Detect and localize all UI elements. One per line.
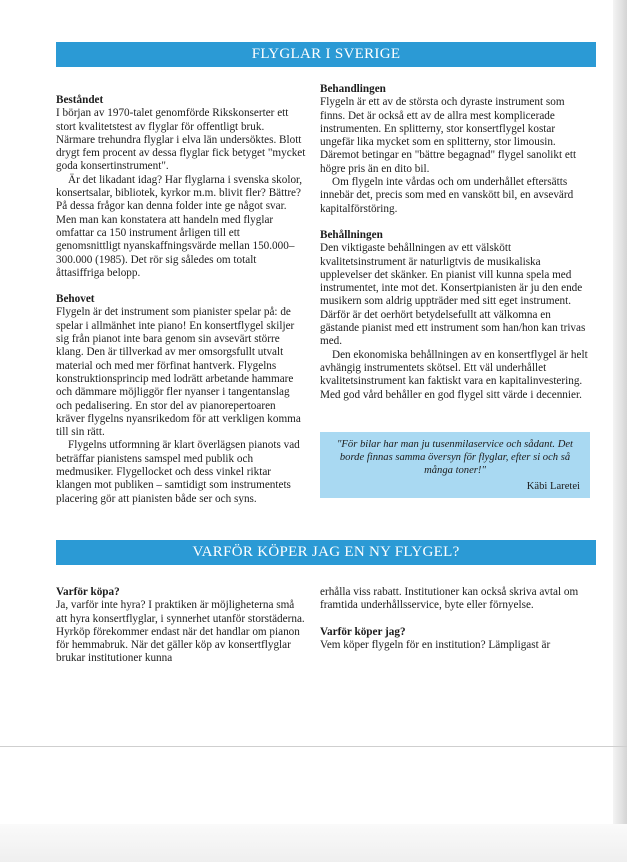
section-varfor-kopa — [56, 586, 306, 666]
section-behallningen — [320, 229, 590, 402]
paragraph: Om flygeln inte vårdas och om underhållet eftersätts innebär det, precis som med en vanskött bil, en avsevärd kapitalförstöring. — [320, 176, 574, 215]
paragraph: Flygelns utformning är klart överlägsen pianots vad beträffar pianistens samspel med publik och medmusiker. Flygellocket och dess vinkel riktar klangen mot publiken – samtidigt som instrumentets placering gör att pianisten både ser och syns. — [56, 439, 300, 505]
paragraph: Är det likadant idag? Har flyglarna i svenska skolor, konsertsalar, bibliotek, kyrkor m.m. blivit fler? Bättre? På dessa frågor kan denna folder inte ge något svar. Men man kan konstatera att handeln med flyglar omfattar ca 150 instrument årligen till ett genomsnittligt nyanskaffningsvärde mellan 150.000–300.000 (1985). Det rör sig således om totalt åttasiffriga belopp. — [56, 173, 303, 279]
quote-box — [320, 432, 590, 498]
section-banner-flyglar: FLYGLAR I SVERIGE — [56, 42, 596, 67]
section-behovet — [56, 293, 306, 506]
column-right-bottom — [320, 586, 590, 665]
column-left-bottom — [56, 586, 306, 679]
divider — [0, 746, 627, 747]
paragraph: Flygeln är ett av de största och dyraste instrument som finns. Det är också ett av de allra mest komplicerade instrumenten. En splitterny, stor konsertflygel kostar ungefär lika mycket som en splitterny, stor limousin. Däremot betingar en "bättre begagnad" flygel sanolikt ett högre pris än en dito bil. — [320, 96, 577, 175]
paragraph: erhålla viss rabatt. Institutioner kan också skriva avtal om framtida underhållsservice, byte eller förnyelse. — [320, 586, 579, 612]
heading-behandlingen: Behandlingen — [320, 83, 386, 95]
paragraph: I början av 1970-talet genomförde Rikskonserter ett stort kvalitetstest av flyglar för offentligt bruk. Närmare trehundra flyglar i elva län undersöktes. Blott drygt fem procent av dessa flyglar fick betyget "mycket goda konsertinstrument". — [56, 107, 306, 173]
heading-behovet: Behovet — [56, 293, 95, 306]
paragraph: Ja, varför inte hyra? I praktiken är möjligheterna små att hyra konsertflyglar, i synnerhet utanför storstäderna. Hyrköp förekommer endast när det handlar om pianon för hemmabruk. När det gäller köp av konsertflyglar brukar institutioner kunna — [56, 599, 305, 665]
section-varfor-koper-jag — [320, 626, 590, 653]
quote-text: "För bilar har man ju tusenmilaservice och sådant. Det borde finnas samma översyn för flyglar, efter si och så många toner!" — [336, 439, 574, 476]
paragraph: Vem köper flygeln för en institution? Lämpligast är — [320, 638, 551, 651]
section-banner-varfor: VARFÖR KÖPER JAG EN NY FLYGEL? — [56, 540, 596, 565]
quote-author: Käbi Laretei — [526, 481, 580, 492]
scan-page-edge — [613, 0, 627, 862]
column-left-top — [56, 94, 306, 519]
heading-varfor-kopa: Varför köpa? — [56, 586, 120, 598]
heading-varfor-koper-jag: Varför köper jag? — [320, 625, 406, 638]
paragraph: Flygeln är det instrument som pianister spelar på: de spelar i allmänhet inte piano! En konsertflygel skiljer sig från pianot inte bara genom sin avsevärt större klang. Den är tillverkad av mer omsorgsfullt utvalt material och med mer förfinat hantverk. Flygelns konstruktionsprincip med lodrätt arbetande hammare och dämmare möjliggör fler nyanser i tangentanslag och pedalisering. En stor del av pianorepertoaren kräver flygelns nyansrikedom för att verkligen komma till sin rätt. — [56, 306, 301, 439]
scan-bottom-shade — [0, 824, 627, 862]
paragraph: Den ekonomiska behållningen av en konsertflygel är helt avhängig instrumentets skötsel. Ett väl underhållet kvalitetsinstrument kan faktiskt vara en kapitalinvestering. Med god vård behåller en god flygel sitt värde i decennier. — [320, 348, 588, 401]
paragraph: Den viktigaste behållningen av ett välskött kvalitetsinstrument är naturligtvis de musikaliska upplevelser det skänker. En pianist vill kunna spela med instrumentet, inte mot det. Konsertpianisten är ju den ende musikern som aldrig uppträder med sitt eget instrument. Därför är det oerhört betydelsefullt att välkomna en gästande pianist med ett instrument som han/hon kan trivas med. — [320, 242, 586, 348]
heading-bestandet: Beståndet — [56, 94, 104, 106]
column-right-top — [320, 83, 590, 415]
section-bestandet — [56, 94, 306, 280]
section-behandlingen — [320, 83, 590, 216]
heading-behallningen: Behållningen — [320, 228, 383, 241]
section-continued — [320, 586, 590, 613]
